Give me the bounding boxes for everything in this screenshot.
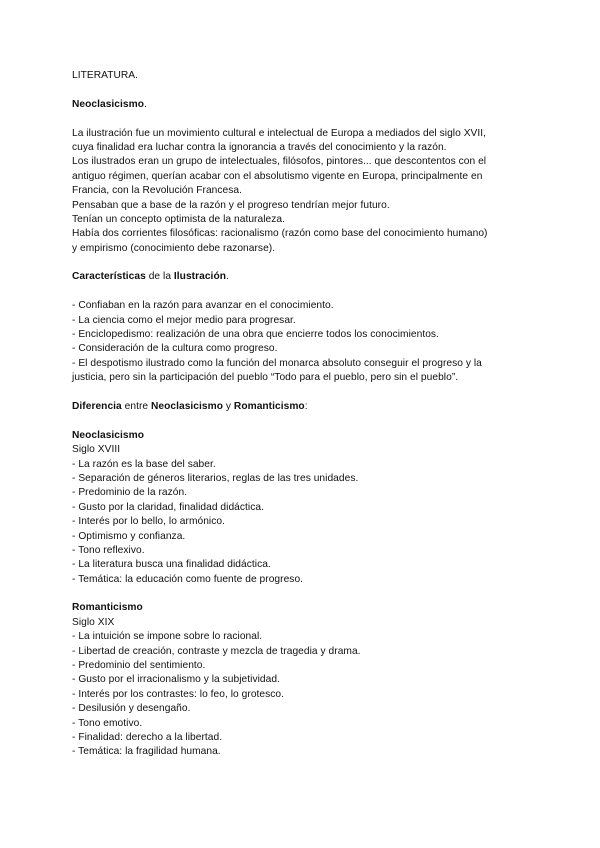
heading-bold: Ilustración bbox=[173, 271, 226, 283]
list-item: - Tono reflexivo. bbox=[72, 544, 145, 556]
document-body bbox=[72, 69, 532, 760]
century-label: Siglo XVIII bbox=[72, 444, 121, 456]
paragraph-line: Los ilustrados eran un grupo de intelectuales, filósofos, pintores... que descontentos con el bbox=[72, 156, 487, 168]
heading-text: y bbox=[223, 400, 234, 412]
list-item: - Confiaban en la razón para avanzar en el conocimiento. bbox=[72, 300, 334, 312]
list-item: - La literatura busca una finalidad didáctica. bbox=[72, 559, 271, 571]
list-item: - Enciclopedismo: realización de una obra que encierre todos los conocimientos. bbox=[72, 329, 439, 341]
neoclasicismo-section bbox=[72, 429, 532, 587]
romanticismo-section bbox=[72, 601, 532, 759]
list-item: - Desilusión y desengaño. bbox=[72, 703, 191, 715]
heading-bold: Neoclasicismo bbox=[151, 400, 223, 412]
list-item: - El despotismo ilustrado como la función del monarca absoluto conseguir el progreso y la bbox=[72, 357, 482, 369]
heading-text: Neoclasicismo bbox=[72, 98, 144, 110]
list-item: - Interés por lo bello, lo armónico. bbox=[72, 516, 225, 528]
heading-bold: Romanticismo bbox=[233, 400, 305, 412]
heading-text: entre bbox=[121, 400, 151, 412]
paragraph-line: Francia, con la Revolución Francesa. bbox=[72, 185, 242, 197]
paragraph-line: antiguo régimen, querían acabar con el absolutismo vigente en Europa, principalmente en bbox=[72, 170, 483, 182]
list-item: - Separación de géneros literarios, reglas de las tres unidades. bbox=[72, 472, 359, 484]
heading-bold: Diferencia bbox=[72, 400, 122, 412]
paragraph-line: Había dos corrientes filosóficas: racionalismo (razón como base del conocimiento humano) bbox=[72, 228, 488, 240]
paragraph-line: cuya finalidad era luchar contra la ignorancia a través del conocimiento y la razón. bbox=[72, 141, 447, 153]
paragraph-line: La ilustración fue un movimiento cultural e intelectual de Europa a mediados del siglo XVII, bbox=[72, 127, 487, 139]
list-item: - Temática: la fragilidad humana. bbox=[72, 746, 221, 758]
list-item: - La ciencia como el mejor medio para progresar. bbox=[72, 314, 296, 326]
list-item: - Predominio de la razón. bbox=[72, 487, 188, 499]
list-item: - Libertad de creación, contraste y mezcla de tragedia y drama. bbox=[72, 645, 361, 657]
document-title: LITERATURA. bbox=[72, 70, 139, 81]
list-item: - Gusto por el irracionalismo y la subjetividad. bbox=[72, 674, 280, 686]
intro-paragraph bbox=[72, 127, 532, 257]
paragraph-line: Tenían un concepto optimista de la naturaleza. bbox=[72, 213, 285, 225]
paragraph-line: y empirismo (conocimiento debe razonarse). bbox=[72, 242, 276, 254]
list-item: - Optimismo y confianza. bbox=[72, 530, 186, 542]
century-label: Siglo XIX bbox=[72, 616, 115, 628]
heading-punct: . bbox=[144, 98, 147, 110]
list-item: - Temática: la educación como fuente de progreso. bbox=[72, 573, 304, 585]
section-heading-caracteristicas bbox=[72, 270, 532, 284]
heading-punct: . bbox=[226, 271, 229, 283]
list-item: justicia, pero sin la participación del pueblo “Todo para el pueblo, pero sin el pueblo”. bbox=[72, 372, 459, 384]
subsection-heading: Romanticismo bbox=[72, 602, 143, 614]
list-item: - La intuición se impone sobre lo racional. bbox=[72, 631, 263, 643]
list-item: - Gusto por la claridad, finalidad didáctica. bbox=[72, 501, 264, 513]
section-heading-neoclasicismo bbox=[72, 98, 532, 112]
section-heading-diferencia bbox=[72, 400, 532, 414]
list-item: - Finalidad: derecho a la libertad. bbox=[72, 731, 223, 743]
heading-text: de la bbox=[145, 271, 174, 283]
list-item: - Interés por los contrastes: lo feo, lo grotesco. bbox=[72, 688, 285, 700]
list-item: - La razón es la base del saber. bbox=[72, 458, 216, 470]
heading-bold: Características bbox=[72, 271, 146, 283]
paragraph-line: Pensaban que a base de la razón y el progreso tendrían mejor futuro. bbox=[72, 199, 390, 211]
list-item: - Tono emotivo. bbox=[72, 717, 143, 729]
list-item: - Predominio del sentimiento. bbox=[72, 660, 206, 672]
heading-punct: : bbox=[304, 400, 308, 412]
subsection-heading: Neoclasicismo bbox=[72, 429, 144, 441]
caracteristicas-list bbox=[72, 299, 532, 385]
list-item: - Consideración de la cultura como progreso. bbox=[72, 343, 278, 355]
